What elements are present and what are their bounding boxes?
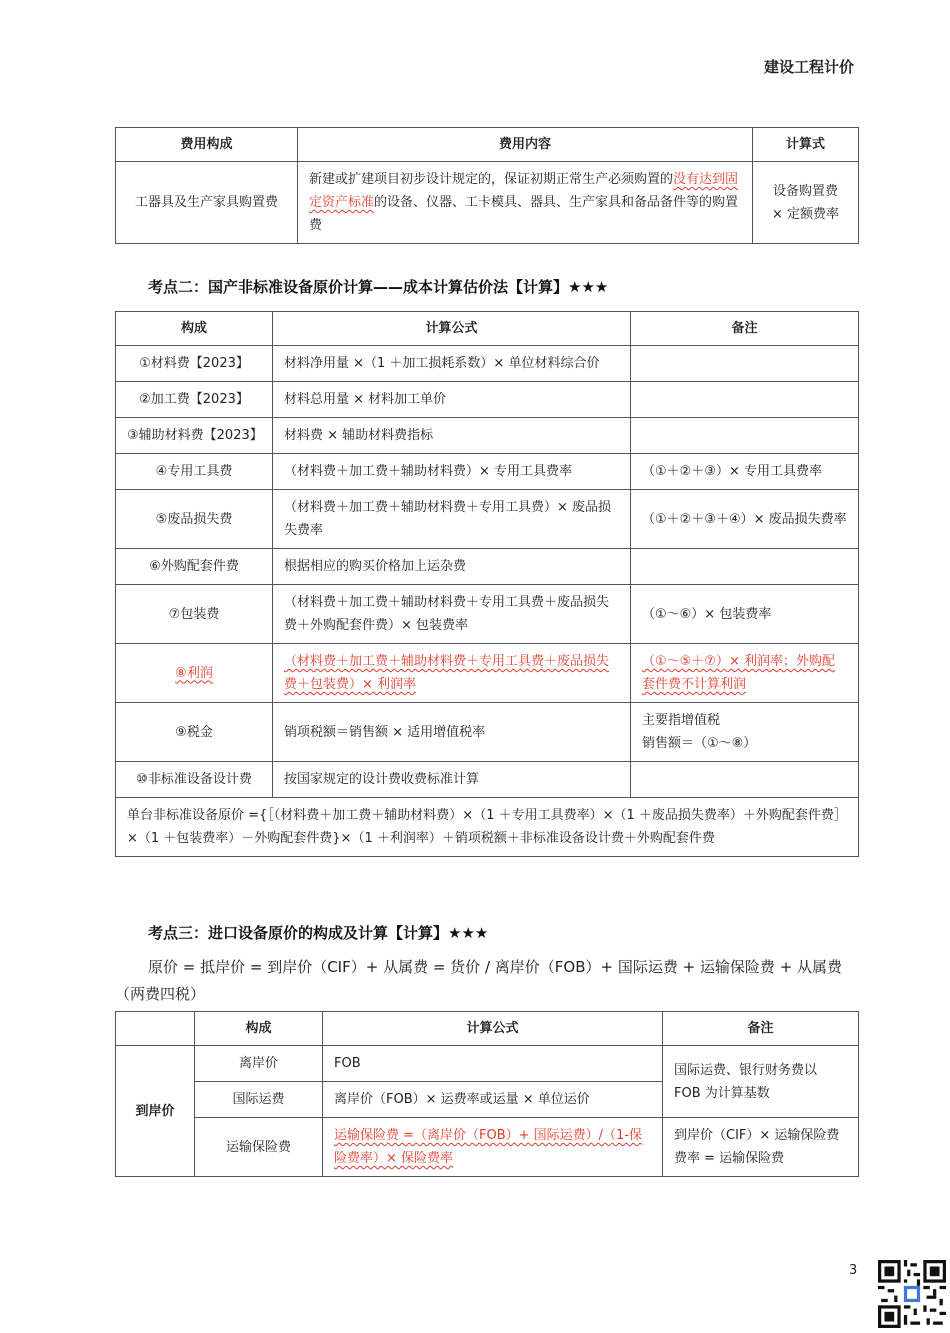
row-formula: （材料费＋加工费＋辅助材料费＋专用工具费＋废品损失费＋外购配套件费）× 包装费率 xyxy=(273,585,631,644)
cost-item-content xyxy=(298,162,753,244)
summary-row xyxy=(116,798,859,857)
row-name: 国际运费 xyxy=(195,1082,323,1118)
formula-line: 设备购置费 xyxy=(772,183,838,199)
table-imported-equipment xyxy=(115,1011,859,1177)
header-cell: 计算式 xyxy=(753,128,859,162)
row-formula: （材料费＋加工费＋辅助材料费＋专用工具费）× 废品损失费率 xyxy=(273,490,631,549)
qr-code-icon[interactable] xyxy=(878,1260,946,1328)
table-header-row xyxy=(116,312,859,346)
group-label: 到岸价 xyxy=(116,1046,195,1177)
row-note: （①＋②＋③）× 专用工具费率 xyxy=(631,454,859,490)
table-row xyxy=(116,346,859,382)
note-line: 费率 = 运输保险费 xyxy=(674,1151,785,1166)
header-cell: 计算公式 xyxy=(323,1012,663,1046)
row-note xyxy=(631,549,859,585)
row-name: ⑨税金 xyxy=(116,703,273,762)
row-name: ②加工费【2023】 xyxy=(116,382,273,418)
row-name: 离岸价 xyxy=(195,1046,323,1082)
intro-paragraph: 原价 = 抵岸价 = 到岸价（CIF）+ 从属费 = 货价 / 离岸价（FOB）+ 国际运费 + 运输保险费 + 从属费（两费四税） xyxy=(115,958,843,1003)
note-line: 销售额＝（①～⑧） xyxy=(642,736,757,751)
table-row xyxy=(116,703,859,762)
row-formula: FOB xyxy=(323,1046,663,1082)
section-title-3: 考点三：进口设备原价的构成及计算【计算】★★★ xyxy=(148,924,489,942)
row-name: ⑩非标准设备设计费 xyxy=(116,762,273,798)
row-name: 运输保险费 xyxy=(195,1118,323,1177)
header-cell: 备注 xyxy=(631,312,859,346)
row-note xyxy=(631,762,859,798)
row-name: ①材料费【2023】 xyxy=(116,346,273,382)
table-header-row xyxy=(116,128,859,162)
row-note xyxy=(631,644,859,703)
row-formula xyxy=(323,1118,663,1177)
header-cell: 构成 xyxy=(195,1012,323,1046)
row-note xyxy=(663,1118,859,1177)
content-text: 新建或扩建项目初步设计规定的，保证初期正常生产必须购置的 xyxy=(309,172,674,187)
header-cell: 计算公式 xyxy=(273,312,631,346)
table-row xyxy=(116,454,859,490)
row-formula: 离岸价（FOB）× 运费率或运量 × 单位运价 xyxy=(323,1082,663,1118)
row-formula: 材料费 × 辅助材料费指标 xyxy=(273,418,631,454)
row-formula-highlight: （材料费＋加工费＋辅助材料费＋专用工具费＋废品损失费＋包装费）× 利润率 xyxy=(284,654,610,692)
cost-item-formula xyxy=(753,162,859,244)
table-row xyxy=(116,490,859,549)
row-formula: 销项税额＝销售额 × 适用增值税率 xyxy=(273,703,631,762)
formula-line: × 定额费率 xyxy=(771,206,840,222)
cost-item-name: 工器具及生产家具购置费 xyxy=(116,162,298,244)
content-text: 的设备、仪器、工卡模具、器具、生产家具和备品备件等的购置费 xyxy=(309,195,739,233)
row-name: ⑦包装费 xyxy=(116,585,273,644)
row-note: （①＋②＋③＋④）× 废品损失费率 xyxy=(631,490,859,549)
row-note xyxy=(631,346,859,382)
row-note: （①～⑥）× 包装费率 xyxy=(631,585,859,644)
row-name-highlight: ⑧利润 xyxy=(175,665,213,681)
row-formula xyxy=(273,644,631,703)
row-note xyxy=(631,703,859,762)
row-name: ⑥外购配套件费 xyxy=(116,549,273,585)
row-formula: 根据相应的购买价格加上运杂费 xyxy=(273,549,631,585)
row-formula: 按国家规定的设计费收费标准计算 xyxy=(273,762,631,798)
note-line: 到岸价（CIF）× 运输保险费 xyxy=(674,1128,840,1143)
row-note-highlight: （①～⑤＋⑦）× 利润率；外购配套件费不计算利润 xyxy=(642,654,835,692)
content-highlight: 没有达到固定资产标准 xyxy=(309,172,739,210)
section-title-2: 考点二：国产非标准设备原价计算——成本计算估价法【计算】★★★ xyxy=(148,278,609,296)
note-line: 主要指增值税 xyxy=(642,713,721,728)
table-row xyxy=(116,762,859,798)
row-name: ④专用工具费 xyxy=(116,454,273,490)
row-note xyxy=(631,382,859,418)
table-row xyxy=(116,382,859,418)
table-header-row xyxy=(116,1012,859,1046)
row-formula: 材料总用量 × 材料加工单价 xyxy=(273,382,631,418)
row-formula-highlight: 运输保险费 =（离岸价（FOB）+ 国际运费）/（1-保险费率）× 保险费率 xyxy=(334,1128,643,1166)
header-cell: 费用内容 xyxy=(298,128,753,162)
header-cell-empty xyxy=(116,1012,195,1046)
table-row xyxy=(116,162,859,244)
row-note xyxy=(631,418,859,454)
row-name: ③辅助材料费【2023】 xyxy=(116,418,273,454)
row-name: ⑤废品损失费 xyxy=(116,490,273,549)
table-row xyxy=(116,549,859,585)
header-cell: 构成 xyxy=(116,312,273,346)
table-row xyxy=(116,418,859,454)
row-formula: 材料净用量 ×（1 ＋加工损耗系数）× 单位材料综合价 xyxy=(273,346,631,382)
header-cell: 备注 xyxy=(663,1012,859,1046)
header-cell: 费用构成 xyxy=(116,128,298,162)
page-number: 3 xyxy=(849,1263,858,1278)
row-note: 国际运费、银行财务费以 FOB 为计算基数 xyxy=(663,1046,859,1118)
table-row xyxy=(116,1046,859,1082)
table-row-profit xyxy=(116,644,859,703)
row-name xyxy=(116,644,273,703)
row-formula: （材料费＋加工费＋辅助材料费）× 专用工具费率 xyxy=(273,454,631,490)
table-row xyxy=(116,1118,859,1177)
table-tools-furniture xyxy=(115,127,859,244)
table-row xyxy=(116,585,859,644)
summary-formula: 单台非标准设备原价 ={［（材料费＋加工费＋辅助材料费）×（1 ＋专用工具费率）×（1 ＋废品损失费率）＋外购配套件费］×（1 ＋包装费率）－外购配套件费}×（1 ＋利润率）＋销项税额＋非标准设备设计费＋外购配套件费 xyxy=(116,798,859,857)
page-header-title: 建设工程计价 xyxy=(763,58,854,76)
table-nonstandard-equipment xyxy=(115,311,859,857)
